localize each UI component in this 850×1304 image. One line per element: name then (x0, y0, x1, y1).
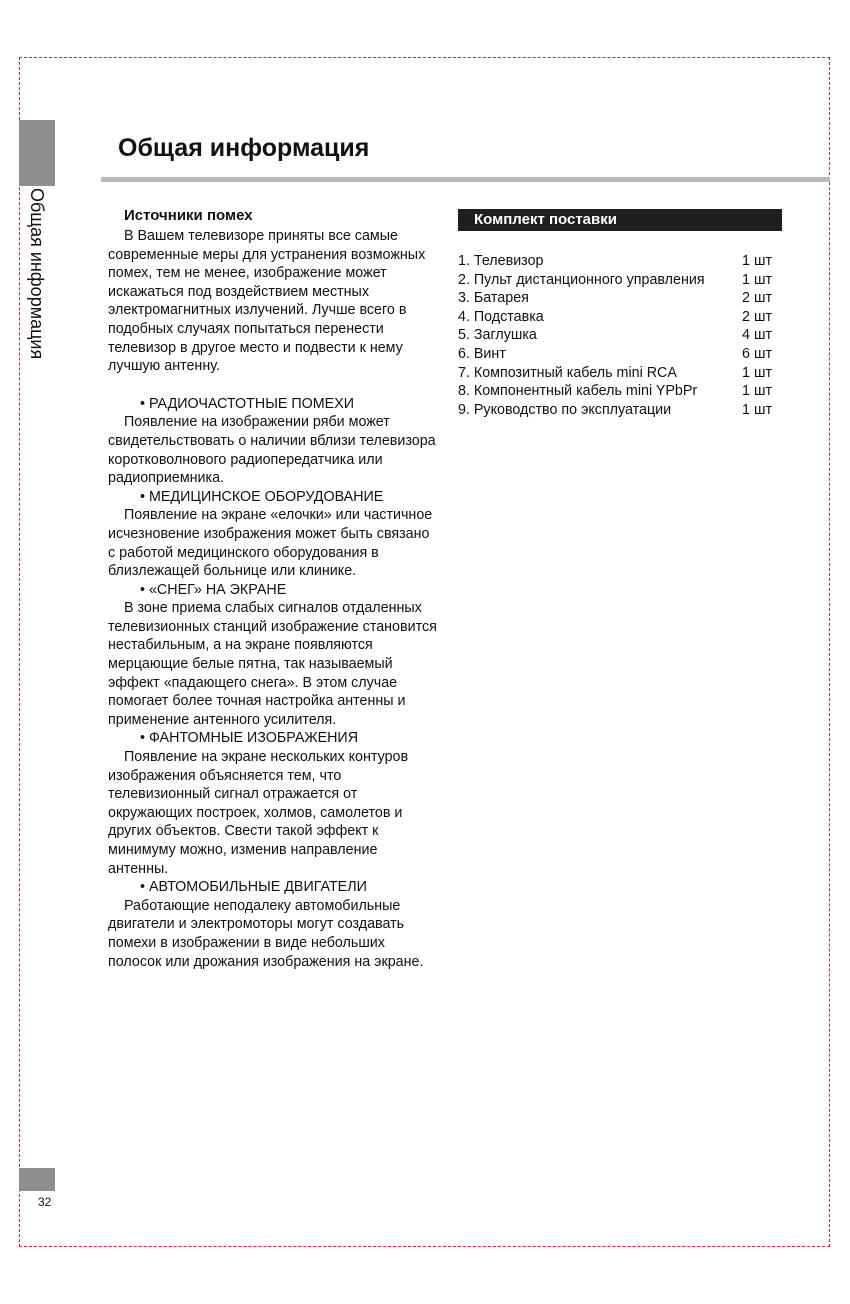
kit-item-qty: 6 шт (742, 345, 772, 362)
kit-item-name: 8. Компонентный кабель mini YPbPr (458, 383, 698, 400)
page-number: 32 (38, 1195, 52, 1209)
kit-item-qty: 1 шт (742, 401, 772, 418)
item-text-ghost: Появление на экране нескольких контуров изображения объясняется тем, что телевизионный сигнал отражается от окружающих построек, холмов, самолетов и других объектов. Свести такой эффект к минимуму можно, изменив направление антенны. (108, 749, 409, 877)
kit-item-name: 1. Телевизор (458, 253, 544, 269)
kit-item-qty: 2 шт (742, 290, 772, 307)
item-title-ghost: • ФАНТОМНЫЕ ИЗОБРАЖЕНИЯ (140, 730, 359, 747)
page-number-tab (19, 1168, 55, 1191)
kit-item-qty: 1 шт (742, 364, 772, 381)
item-text-radio: Появление на изображении ряби может свидетельствовать о наличии вблизи телевизора коротковолнового радиопередатчика или радиоприемника. (108, 414, 436, 487)
kit-item (458, 364, 772, 383)
kit-item-qty: 1 шт (742, 253, 772, 269)
kit-item-name: 4. Подставка (458, 308, 544, 325)
kit-item (458, 326, 772, 345)
kit-item (458, 308, 772, 327)
interference-section (108, 206, 438, 971)
side-tab-marker (19, 120, 55, 186)
kit-item-name: 2. Пульт дистанционного управления (458, 271, 705, 288)
kit-item-name: 3. Батарея (458, 290, 529, 307)
kit-item-name: 9. Руководство по эксплуатации (458, 401, 672, 418)
kit-item (458, 289, 772, 308)
title-divider (101, 177, 830, 182)
interference-heading: Источники помех (124, 207, 253, 224)
item-text-engines: Работающие неподалеку автомобильные двигатели и электромоторы могут создавать помехи в изображении в виде небольших полосок или дрожания изображения на экране. (108, 897, 424, 970)
side-section-title: Общая информация (27, 188, 47, 360)
kit-list (458, 252, 772, 419)
kit-heading: Комплект поставки (458, 209, 782, 231)
item-text-snow: В зоне приема слабых сигналов отдаленных телевизионных станций изображение становится нестабильным, а на экране появляются мерцающие белые пятна, так называемый эффект «падающего снега». В этом случае помогает более точная настройка антенны и применение антенного усилителя. (108, 600, 437, 728)
spacer (108, 376, 438, 395)
item-title-radio: • РАДИОЧАСТОТНЫЕ ПОМЕХИ (140, 395, 355, 412)
item-title-snow: • «СНЕГ» НА ЭКРАНЕ (140, 581, 287, 598)
item-title-medical: • МЕДИЦИНСКОЕ ОБОРУДОВАНИЕ (140, 488, 384, 505)
item-title-engines: • АВТОМОБИЛЬНЫЕ ДВИГАТЕЛИ (140, 879, 367, 896)
kit-item (458, 271, 772, 290)
kit-item-qty: 2 шт (742, 308, 772, 325)
kit-item-name: 7. Композитный кабель mini RCA (458, 364, 677, 381)
kit-item (458, 345, 772, 364)
kit-item (458, 401, 772, 420)
kit-item-qty: 1 шт (742, 383, 772, 400)
page-title: Общая информация (118, 134, 370, 162)
interference-intro: В Вашем телевизоре приняты все самые современные меры для устранения возможных помех, тем не менее, изображение может искажаться под воздействием местных электромагнитных излучений. Лучше всего в подобных случаях попытаться перенести телевизор в другое место и подвести к нему лучшую антенну. (108, 228, 426, 375)
kit-item-qty: 4 шт (742, 327, 772, 344)
kit-item (458, 382, 772, 401)
kit-item (458, 252, 772, 271)
item-text-medical: Появление на экране «елочки» или частичное исчезновение изображения может быть связано с работой медицинского оборудования в близлежащей больнице или клинике. (108, 507, 433, 580)
kit-item-name: 5. Заглушка (458, 327, 537, 344)
kit-item-qty: 1 шт (742, 271, 772, 288)
kit-item-name: 6. Винт (458, 345, 506, 362)
